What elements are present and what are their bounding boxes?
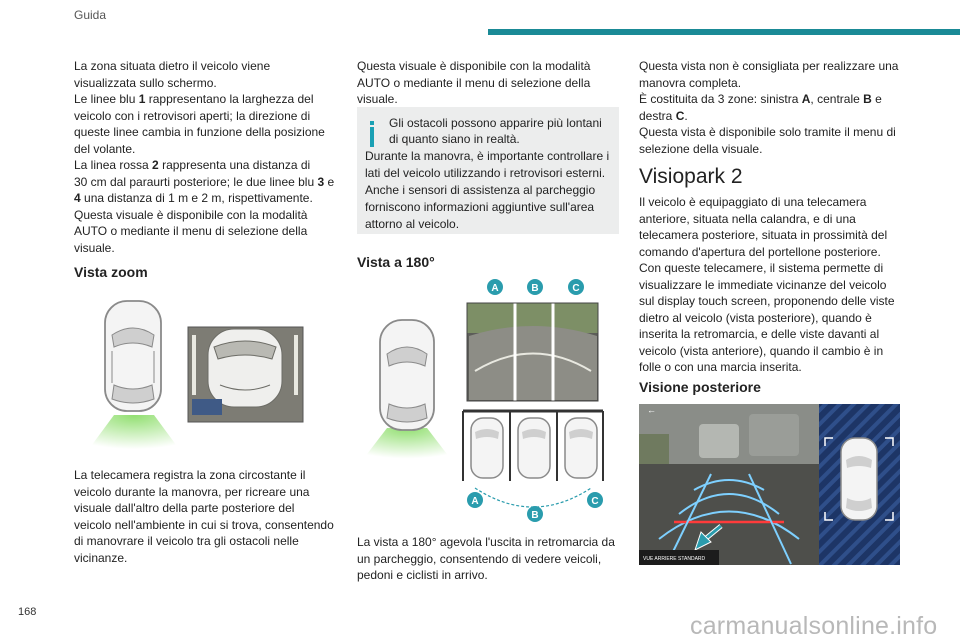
- vista-180-heading: Vista a 180°: [357, 254, 435, 270]
- svg-text:B: B: [531, 283, 539, 294]
- watermark-text: carmanualsonline.info: [690, 612, 938, 640]
- vista-zoom-heading: Vista zoom: [74, 264, 148, 280]
- badge-top-c: [568, 279, 584, 295]
- col3-intro: Questa vista non è consigliata per realizzare una manovra completa. È costituita da 3 zone: sinistra A, centrale B e destra C. Questa vista è disponibile solo tramite il menu di selezione della visuale.: [639, 59, 899, 156]
- view-180-camera-image: [467, 303, 598, 401]
- view-180-illustration: [357, 276, 619, 524]
- visiopark-heading: Visiopark 2: [639, 165, 743, 188]
- zoom-camera-image: [188, 327, 303, 422]
- info-line-7: attorno al veicolo.: [365, 217, 460, 231]
- car-topview-icon: [380, 320, 434, 430]
- visiopark-text: Il veicolo è equipaggiato di una telecamera anteriore, situata nella calandra, e di una telecamera posteriore, situata in prossimità del comando d'apertura del portellone posteriore. Con queste telecamere, il sistema permette di visualizzare le immediate vicinanze del veicolo sul display touch screen, proponendo delle viste dietro al veicolo (vista posteriore), quando è inserita la retromarcia, e delle viste davanti al veicolo (vista anteriore), quando il cambio è in folle o con una marcia inserita.: [639, 195, 895, 374]
- zoom-text: La telecamera registra la zona circostante il veicolo durante la manovra, per ricreare una visuale dall'altro della parte posteriore del veicolo nell'ambiente in cui si trova, consentendo di manovrare il veicolo tra gli ostacoli nelle vicinanze.: [74, 468, 334, 565]
- svg-text:C: C: [572, 283, 580, 294]
- zoom-view-illustration: [74, 295, 334, 455]
- rear-camera-view: [639, 404, 819, 565]
- svg-text:A: A: [471, 496, 479, 507]
- info-box: [357, 107, 619, 234]
- info-line-2: di quanto siano in realtà.: [389, 132, 520, 146]
- svg-text:A: A: [491, 283, 499, 294]
- section-title: Guida: [74, 8, 107, 22]
- badge-bottom-c: [587, 492, 603, 508]
- badge-bottom-a: [467, 492, 483, 508]
- badge-top-b: [527, 279, 543, 295]
- car-topview-icon: [105, 301, 161, 411]
- car-topview-icon: [841, 438, 877, 520]
- col2-availability: Questa visuale è disponibile con la modalità AUTO o mediante il menu di selezione della visuale.: [357, 59, 591, 106]
- svg-text:B: B: [531, 510, 539, 521]
- visione-posteriore-heading: Visione posteriore: [639, 379, 761, 395]
- header-accent-bar: [488, 29, 960, 35]
- screen-view-label: VUE ARRIERE STANDARD: [643, 556, 706, 562]
- info-line-5: Anche i sensori di assistenza al parcheggio: [365, 183, 596, 197]
- view-180-camera-cone: [361, 428, 453, 462]
- page-number: 168: [18, 606, 37, 618]
- rear-view-screen: [639, 404, 900, 565]
- text-180: La vista a 180° agevola l'uscita in retromarcia da un parcheggio, consentendo di vedere veicoli, pedoni e ciclisti in arrivo.: [357, 535, 615, 582]
- badge-top-a: [487, 279, 503, 295]
- parking-bays-diagram: [463, 411, 603, 507]
- svg-text:C: C: [591, 496, 599, 507]
- info-line-4: lati del veicolo utilizzando i retrovisori esterni.: [365, 166, 606, 180]
- info-line-1: Gli ostacoli possono apparire più lontani: [389, 116, 602, 130]
- info-line-3: Durante la manovra, è importante controllare i: [365, 149, 610, 163]
- badge-bottom-b: [527, 506, 543, 522]
- col1-intro: La zona situata dietro il veicolo viene visualizzata sullo schermo. Le linee blu 1 rappresentano la larghezza del veicolo con i retrovisori aperti; la direzione di queste linee cambia in funzione della posizione del volante. La linea rossa 2 rappresenta una distanza di 30 cm dal paraurti posteriore; le due linee blu 3 e 4 una distanza di 1 m e 2 m, rispettivamente. Questa visuale è disponibile con la modalità AUTO o mediante il menu di selezione della visuale.: [74, 59, 335, 255]
- info-line-6: forniscono informazioni aggiuntive sull'area: [365, 200, 595, 214]
- back-arrow-icon: ←: [647, 405, 656, 415]
- zoom-camera-cone: [86, 415, 182, 453]
